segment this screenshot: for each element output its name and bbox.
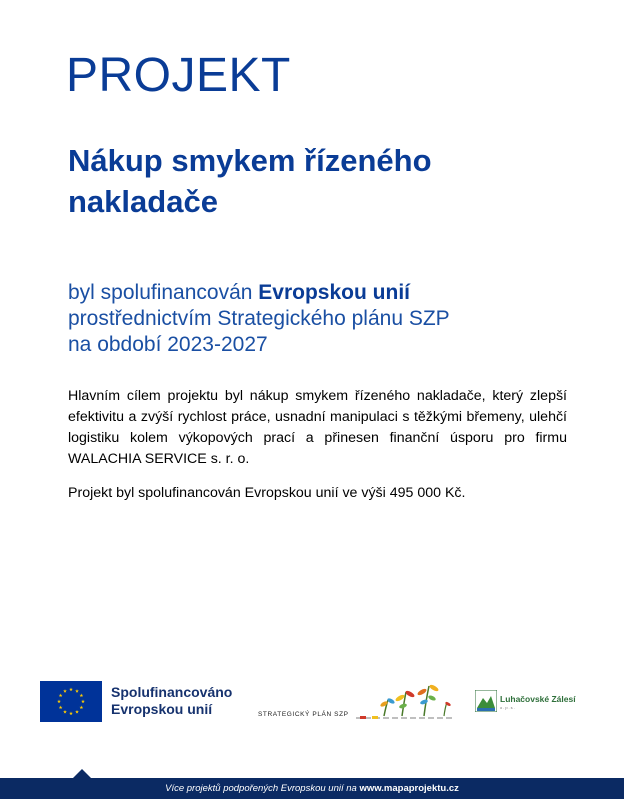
cofinancing-pre: byl spolufinancován (68, 281, 259, 304)
eu-star-icon (79, 694, 83, 698)
footer-notch (73, 769, 91, 778)
szp-logo-text: STRATEGICKÝ PLÁN SZP (258, 711, 349, 718)
eu-star-icon (59, 706, 63, 710)
cofinancing-line2: prostřednictvím Strategického plánu SZP (68, 307, 450, 330)
eu-star-icon (63, 689, 67, 693)
cofinancing-line3: na období 2023-2027 (68, 333, 268, 356)
project-title: Nákup smykem řízeného nakladače (68, 143, 432, 219)
footer-bar (0, 778, 624, 799)
eu-flag-icon (40, 681, 102, 722)
eu-star-icon (81, 700, 85, 704)
eu-star-icon (75, 689, 79, 693)
project-description: Hlavním cílem projektu byl nákup smykem řízeného nakladače, který zlepší efektivitu a zvýší rychlost práce, usnadní manipulaci s těžkými břemeny, ulehčí logistiku kolem výkopových prací a přinesen finanční úsporu pro firmu WALACHIA SERVICE s. r. o. (68, 388, 567, 467)
luhacovske-zalesi-name: Luhačovské Zálesí (500, 694, 576, 704)
footer-text: Více projektů podpořených Evropskou unií na (165, 783, 360, 794)
eu-star-icon (75, 710, 79, 714)
eu-star-icon (69, 712, 73, 716)
cofinancing-amount: Projekt byl spolufinancován Evropskou unií ve výši 495 000 Kč. (68, 485, 466, 501)
cofinancing-statement (68, 280, 568, 358)
eu-logo-line1: Spolufinancováno (111, 684, 233, 700)
cofinancing-eu: Evropskou unií (258, 281, 410, 304)
eu-star-icon (57, 700, 61, 704)
szp-plants-icon (354, 680, 454, 722)
eu-logo-text (111, 684, 232, 718)
eu-star-icon (63, 710, 67, 714)
eu-star-icon (79, 706, 83, 710)
luhacovske-zalesi-sub: o.p.s. (500, 705, 516, 710)
eu-star-icon (69, 688, 73, 692)
luhacovske-zalesi-icon (475, 690, 497, 712)
footer-link[interactable]: www.mapaprojektu.cz (359, 783, 459, 794)
eu-star-icon (59, 694, 63, 698)
heading: PROJEKT (66, 49, 291, 102)
eu-logo-line2: Evropskou unií (111, 701, 213, 717)
